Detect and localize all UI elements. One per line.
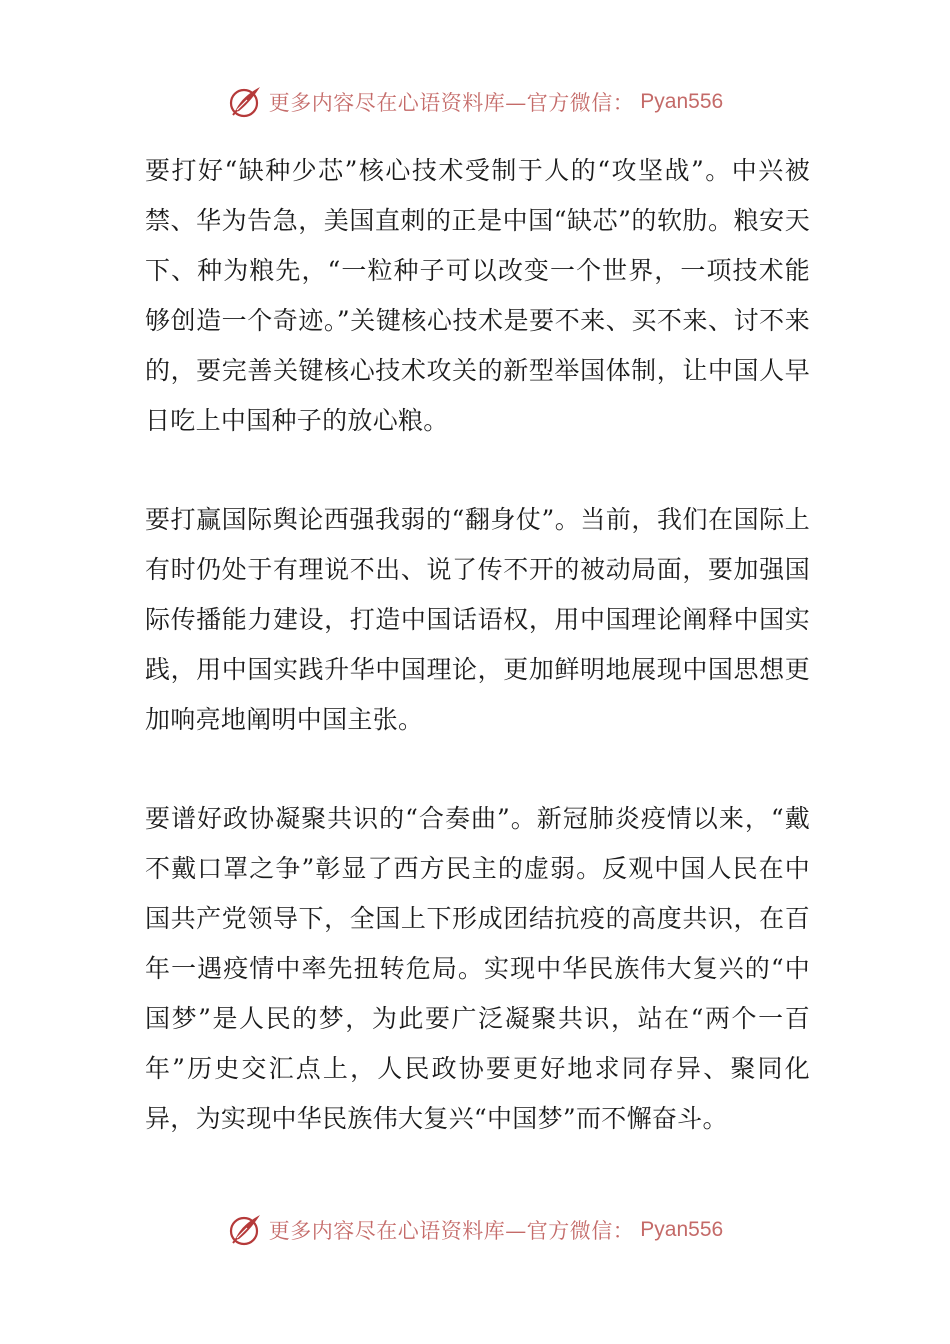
footer-banner-handle: Pyan556 [640,1218,724,1241]
footer-banner [0,1210,950,1250]
paragraph-1: 要打好“缺种少芯”核心技术受制于人的“攻坚战”。中兴被禁、华为告急，美国直刺的正是中国“缺芯”的软肋。粮安天下、种为粮先，“一粒种子可以改变一个世界，一项技术能够创造一个奇迹。”关键核心技术是要不来、买不来、讨不来的，要完善关键核心技术攻关的新型举国体制，让中国人早日吃上中国种子的放心粮。 [145,156,810,435]
quill-logo-icon [227,1212,263,1248]
header-banner-handle: Pyan556 [640,90,724,113]
header-banner [0,82,950,122]
footer-banner-inner [227,1212,723,1248]
footer-banner-text: 更多内容尽在心语资料库—官方微信： [268,1219,635,1243]
paragraph-2: 要打赢国际舆论西强我弱的“翻身仗”。当前，我们在国际上有时仍处于有理说不出、说了传不开的被动局面，要加强国际传播能力建设，打造中国话语权，用中国理论阐释中国实践，用中国实践升华中国理论，更加鲜明地展现中国思想更加响亮地阐明中国主张。 [145,505,810,734]
document-body [145,146,810,1193]
quill-logo-icon [227,84,263,120]
header-banner-text: 更多内容尽在心语资料库—官方微信： [268,91,635,115]
paragraph-3: 要谱好政协凝聚共识的“合奏曲”。新冠肺炎疫情以来，“戴不戴口罩之争”彰显了西方民主的虚弱。反观中国人民在中国共产党领导下，全国上下形成团结抗疫的高度共识，在百年一遇疫情中率先扭转危局。实现中华民族伟大复兴的“中国梦”是人民的梦，为此要广泛凝聚共识，站在“两个一百年”历史交汇点上，人民政协要更好地求同存异、聚同化异，为实现中华民族伟大复兴“中国梦”而不懈奋斗。 [145,804,810,1133]
header-banner-inner [227,84,723,120]
